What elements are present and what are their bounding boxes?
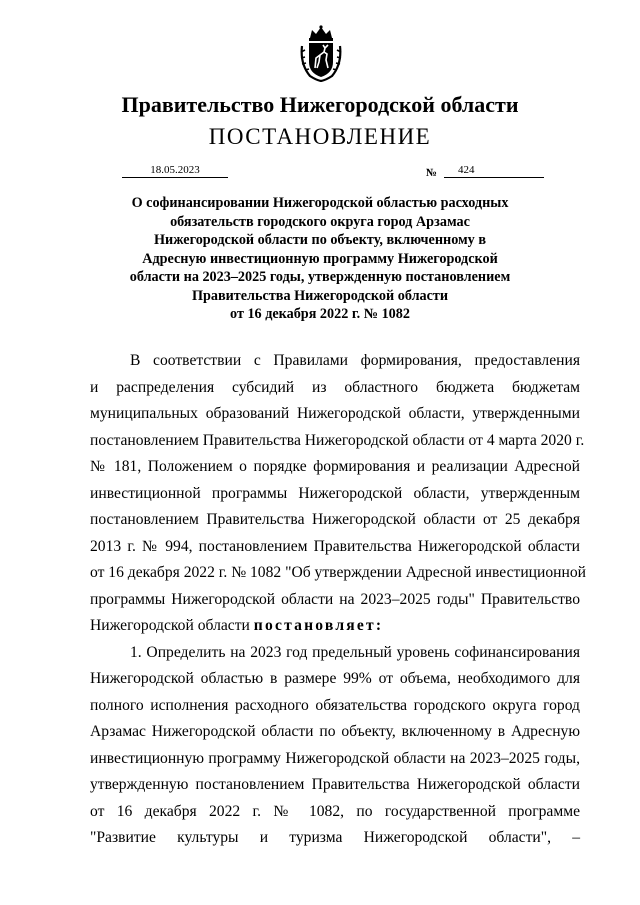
body-line: инвестиционную программу Нижегородской области на 2023–2025 годы, — [90, 749, 580, 767]
document-type: ПОСТАНОВЛЕНИЕ — [208, 124, 432, 149]
body-line: 2013 г. № 994, постановлением Правительства Нижегородской области — [90, 537, 580, 555]
document-body — [90, 348, 586, 852]
body-line: инвестиционной программы Нижегородской области, утвержденным — [90, 484, 580, 502]
preamble-closing-text: Нижегородской области — [90, 617, 250, 634]
subject-line: О софинансировании Нижегородской областью расходных — [131, 195, 509, 211]
body-line: постановлением Правительства Нижегородской области от 4 марта 2020 г. — [90, 431, 585, 449]
body-line: муниципальных образований Нижегородской области, утвержденными — [90, 405, 580, 422]
subject-line: от 16 декабря 2022 г. № 1082 — [230, 306, 410, 322]
body-line: постановлением Правительства Нижегородской области от 25 декабря — [90, 511, 580, 528]
coat-of-arms-emblem — [298, 24, 344, 82]
body-line: Арзамас Нижегородской области по объекту, включенному в Адресную — [90, 723, 580, 740]
decree-word: постановляет: — [253, 617, 384, 634]
subject-line: Адресную инвестиционную программу Нижегородской — [142, 250, 498, 267]
body-line: от 16 декабря 2022 г. № 1082, по государственной программе — [90, 802, 580, 820]
subject-line: Правительства Нижегородской области — [191, 287, 449, 304]
number-label: № — [426, 167, 438, 179]
body-line: В соответствии с Правилами формирования, предоставления — [130, 352, 580, 369]
subject-line: обязательств городского округа город Арзамас — [170, 213, 470, 230]
subject-line: области на 2023–2025 годы, утвержденную постановлением — [129, 269, 511, 285]
document-date: 18.05.2023 — [122, 164, 228, 178]
organization-title: Правительство Нижегородской области — [121, 92, 519, 117]
body-line: 1. Определить на 2023 год предельный уровень софинансирования — [130, 643, 580, 661]
body-line: от 16 декабря 2022 г. № 1082 "Об утверждении Адресной инвестиционной — [90, 564, 586, 581]
body-line: Нижегородской областью в размере 99% от объема, необходимого для — [90, 670, 580, 687]
body-line: "Развитие культуры и туризма Нижегородской области", – — [90, 829, 580, 846]
body-line: утвержденную постановлением Правительства Нижегородской области — [90, 776, 580, 793]
body-line: и распределения субсидий из областного бюджета бюджетам — [90, 378, 580, 396]
body-line: полного исполнения расходного обязательства городского округа город — [90, 696, 580, 714]
document-subject — [120, 194, 520, 324]
document-number: 424 — [444, 164, 544, 178]
subject-line: Нижегородской области по объекту, включенному в — [154, 232, 486, 248]
body-line: программы Нижегородской области на 2023–2025 годы" Правительство — [90, 590, 580, 608]
body-line: № 181, Положением о порядке формирования и реализации Адресной — [90, 458, 580, 475]
body-line-decree — [90, 613, 580, 640]
